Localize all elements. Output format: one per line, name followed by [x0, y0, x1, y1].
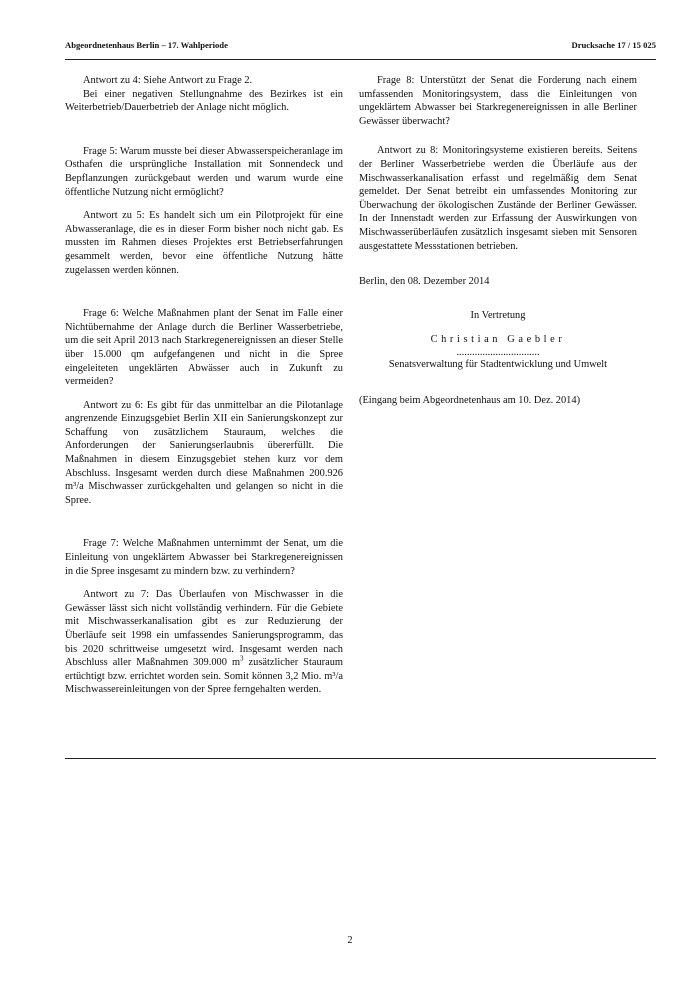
answer-4-line2: Bei einer negativen Stellungnahme des Bezirkes ist ein Weiterbetrieb/Dauerbetrieb der Anlage nicht möglich.: [65, 88, 343, 114]
answer-4-line1: Antwort zu 4: Siehe Antwort zu Frage 2.: [83, 75, 253, 86]
header-parliament: Abgeordnetenhaus Berlin – 17. Wahlperiode: [65, 40, 228, 50]
in-vertretung: In Vertretung: [470, 309, 526, 321]
question-7: Frage 7: Welche Maßnahmen unternimmt der Senat, um die Einleitung von ungeklärtem Abwasser bei Starkregenereignissen in die Spree insgesamt zu mindern bzw. zu verhindern?: [65, 538, 343, 577]
right-column: [359, 74, 637, 425]
question-8: Frage 8: Unterstützt der Senat die Forderung nach einem umfassenden Monitoringsystem, dass die Einleitungen von ungeklärtem Abwasser bei Starkregenereignissen in alle Berliner Gewässer überwacht?: [359, 75, 637, 127]
signer-name: Christian Gaebler: [430, 334, 566, 346]
date-line: Berlin, den 08. Dezember 2014: [359, 276, 490, 288]
question-6: Frage 6: Welche Maßnahmen plant der Senat im Falle einer Nichtübernahme der Anlage durch die Berliner Wasserbetriebe, um die seit April 2013 nach Starkregenereignissen an dieser Stelle über 15.000 qm aufgefangenen und nicht in die Spree eingeleiteten ungeklärten Abwässer auch in Zukunft zu vermeiden?: [65, 308, 343, 388]
header-rule: [65, 59, 656, 60]
signature-dots: ................................: [456, 346, 540, 358]
cubic-superscript: 3: [240, 654, 244, 663]
answer-7-text-b: zusätzlicher Stauraum ertüchtigt bzw. errichtet worden sein. Somit können 3,2 Mio. m³/a Mischwassereinleitungen von der Spree ferngehalten werden.: [65, 657, 343, 696]
left-column: [65, 74, 343, 715]
answer-5: Antwort zu 5: Es handelt sich um ein Pilotprojekt für eine Abwasseranlage, die es in dieser Form bisher noch nicht gab. Es mussten im Rahmen dieses Projektes erst Betriebserfahrungen gesammelt werden, bevor eine öffentliche Nutzung hätte zugelassen werden können.: [65, 210, 343, 276]
header-document-number: Drucksache 17 / 15 025: [571, 40, 656, 50]
footer-rule: [65, 758, 656, 759]
receipt-note: (Eingang beim Abgeordnetenhaus am 10. Dez. 2014): [359, 394, 581, 406]
department: Senatsverwaltung für Stadtentwicklung und Umwelt: [388, 358, 608, 370]
page-header: [65, 40, 656, 56]
answer-7: [65, 588, 343, 697]
question-5: Frage 5: Warum musste bei dieser Abwasserspeicheranlage im Osthafen die ursprüngliche Installation mit Sonnendeck und Bepflanzungen zurückgebaut werden und warum wurde eine öffentliche Nutzung nicht ermöglicht?: [65, 145, 343, 198]
answer-6: Antwort zu 6: Es gibt für das unmittelbar an die Pilotanlage angrenzende Einzugsgebiet Berlin XII ein Sanierungskonzept zur Schaffung von zusätzlichem Stauraum, welches die Anforderungen der Sanierungserlaubnis übererfüllt. Die Maßnahmen in diesem Einzugsgebiet stehen kurz vor dem Abschluss. Insgesamt werden durch diese Maßnahmen 200.926 m³/a Mischwasser zurückgehalten und gelangen so nicht in die Spree.: [65, 399, 343, 506]
answer-8: Antwort zu 8: Monitoringsysteme existieren bereits. Seitens der Berliner Wasserbetriebe werden die Überläufe aus der Mischwasserkanalisation erfasst und regelmäßig dem Senat gemeldet. Der Senat betreibt ein umfassendes Monitoring zur Überwachung der ökologischen Zustände der Berliner Gewässer. In der Innenstadt werden zur Erfassung der Auswirkungen von Mischwasserüberläufen zusätzlich insgesamt sieben mit Sensoren ausgestattete Messstationen betrieben.: [359, 145, 637, 252]
page-number: 2: [347, 935, 353, 946]
answer-7-text-a: Antwort zu 7: Das Überlaufen von Mischwasser in die Gewässer lässt sich nicht vollständig verhindern. Für die Gebiete mit Mischwasserkanalisation gibt es zur Reduzierung der Überläufe seit 1998 ein umfassendes Sanierungsprogramm, das bis 2020 schrittweise umgesetzt wird. Insgesamt werden nach Abschluss aller Maßnahmen 309.000 m: [65, 589, 343, 669]
